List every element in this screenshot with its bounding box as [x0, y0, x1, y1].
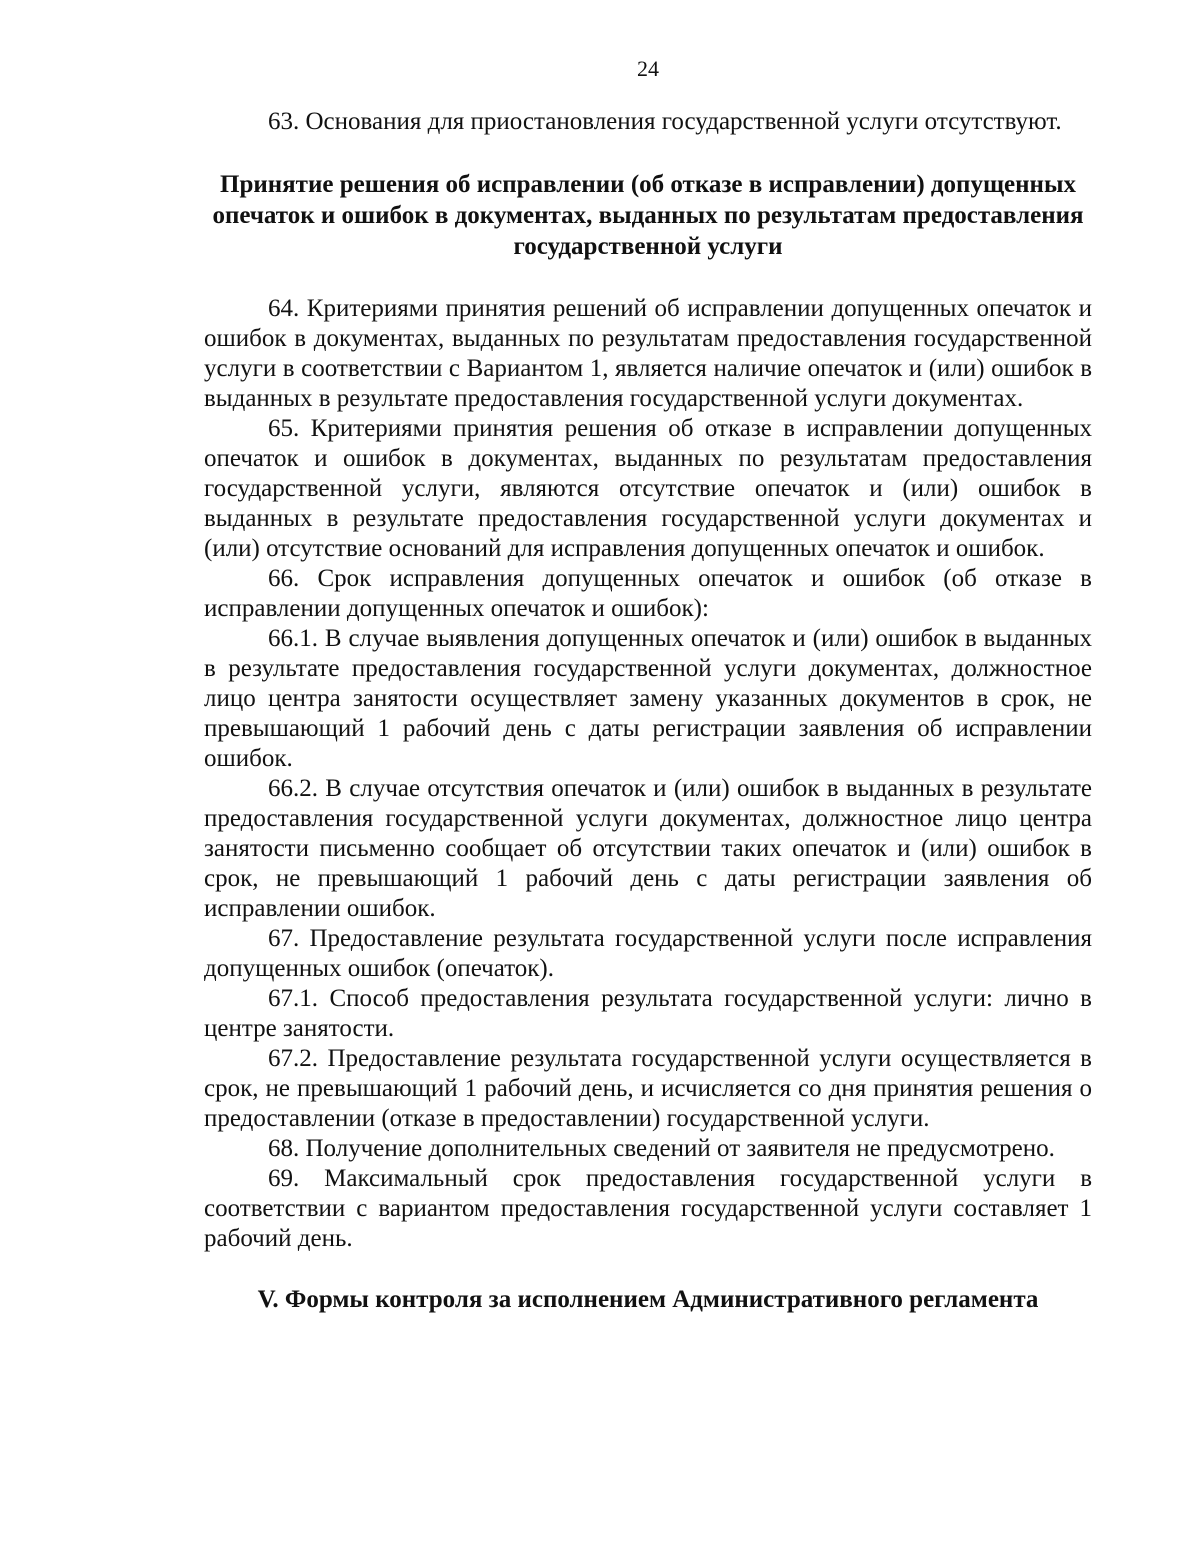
document-body [204, 107, 1092, 1315]
paragraph-68: 68. Получение дополнительных сведений от заявителя не предусмотрено. [268, 1135, 1055, 1162]
section-heading-corrections: Принятие решения об исправлении (об отказе в исправлении) допущенных опечаток и ошибок в документах, выданных по результатам предоставления государственной услуги [212, 171, 1084, 260]
paragraph-67-2: 67.2. Предоставление результата государственной услуги осуществляется в срок, не превышающий 1 рабочий день, и исчисляется со дня принятия решения о предоставлении (отказе в предоставлении) государственной услуги. [204, 1045, 1092, 1132]
paragraph-65: 65. Критериями принятия решения об отказе в исправлении допущенных опечаток и ошибок в документах, выданных по результатам предоставления государственной услуги, являются отсутствие опечаток и (или) ошибок в выданных в результате предоставления государственной услуги документах и (или) отсутствие оснований для исправления допущенных опечаток и ошибок. [204, 415, 1092, 562]
paragraph-67: 67. Предоставление результата государственной услуги после исправления допущенных ошибок (опечаток). [204, 925, 1092, 982]
paragraph-66: 66. Срок исправления допущенных опечаток и ошибок (об отказе в исправлении допущенных опечаток и ошибок): [204, 565, 1092, 622]
paragraph-69: 69. Максимальный срок предоставления государственной услуги в соответствии с вариантом предоставления государственной услуги составляет 1 рабочий день. [204, 1165, 1092, 1252]
paragraph-67-1: 67.1. Способ предоставления результата государственной услуги: лично в центре занятости. [204, 985, 1092, 1042]
paragraph-64: 64. Критериями принятия решений об исправлении допущенных опечаток и ошибок в документах, выданных по результатам предоставления государственной услуги в соответствии с Вариантом 1, является наличие опечаток и (или) ошибок в выданных в результате предоставления государственной услуги документах. [204, 295, 1092, 412]
paragraph-63: 63. Основания для приостановления государственной услуги отсутствуют. [268, 108, 1062, 135]
page-number: 24 [637, 56, 659, 81]
paragraph-66-1: 66.1. В случае выявления допущенных опечаток и (или) ошибок в выданных в результате предоставления государственной услуги документах, должностное лицо центра занятости осуществляет замену указанных документов в срок, не превышающий 1 рабочий день с даты регистрации заявления об исправлении ошибок. [204, 625, 1092, 772]
section-heading-control: V. Формы контроля за исполнением Административного регламента [257, 1286, 1039, 1313]
paragraph-66-2: 66.2. В случае отсутствия опечаток и (или) ошибок в выданных в результате предоставления государственной услуги документах, должностное лицо центра занятости письменно сообщает об отсутствии таких опечаток и (или) ошибок в срок, не превышающий 1 рабочий день с даты регистрации заявления об исправлении ошибок. [204, 775, 1092, 922]
